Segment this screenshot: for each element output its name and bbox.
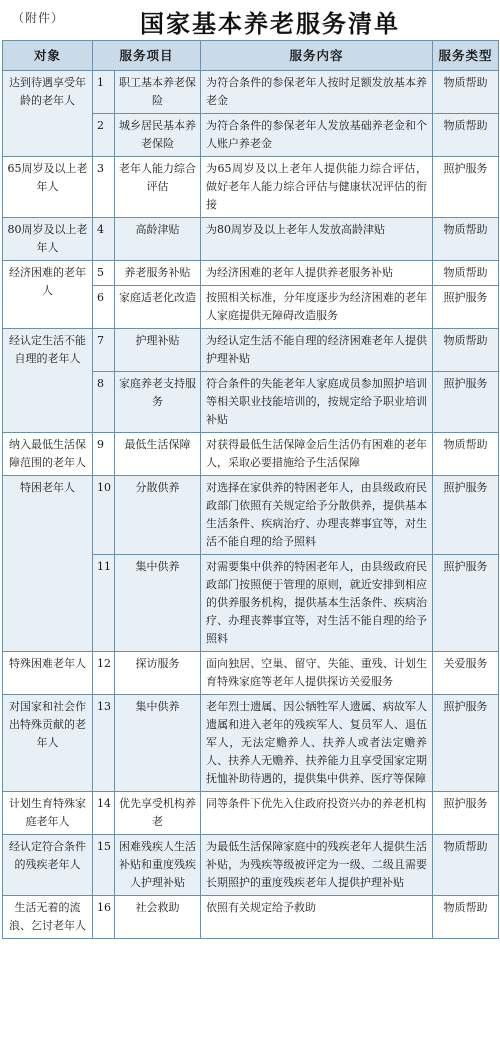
header-target: 对象 (3, 41, 93, 71)
item-cell: 分散供养 (115, 476, 201, 555)
number-cell: 15 (93, 835, 115, 896)
number-cell: 3 (93, 157, 115, 218)
number-cell: 14 (93, 792, 115, 835)
header-type: 服务类型 (433, 41, 499, 71)
content-cell: 为符合条件的参保老年人发放基础养老金和个人账户养老金 (201, 114, 433, 157)
service-list-table (2, 40, 499, 939)
table-row (3, 71, 499, 114)
item-cell: 养老服务补贴 (115, 261, 201, 286)
item-cell: 家庭适老化改造 (115, 286, 201, 329)
document-title: 国家基本养老服务清单 (140, 9, 400, 38)
target-cell: 特殊困难老年人 (3, 652, 93, 695)
target-cell: 纳入最低生活保障范围的老年人 (3, 433, 93, 476)
table-row (3, 329, 499, 372)
target-cell: 对国家和社会作出特殊贡献的老年人 (3, 695, 93, 792)
item-cell: 护理补贴 (115, 329, 201, 372)
item-cell: 最低生活保障 (115, 433, 201, 476)
type-cell: 物质帮助 (433, 218, 499, 261)
content-cell: 为最低生活保障家庭中的残疾老年人提供生活补贴，为残疾等级被评定为一级、二级且需要长期照护的重度残疾老年人提供护理补贴 (201, 835, 433, 896)
table-row (3, 652, 499, 695)
item-cell: 老年人能力综合评估 (115, 157, 201, 218)
item-cell: 优先享受机构养老 (115, 792, 201, 835)
type-cell: 照护服务 (433, 372, 499, 433)
content-cell: 对选择在家供养的特困老年人，由县级政府民政部门依照有关规定给予分散供养，提供基本生活条件、疾病治疗、办理丧葬事宜等，对生活不能自理的给予照料 (201, 476, 433, 555)
content-cell: 老年烈士遗属、因公牺牲军人遗属、病故军人遗属和进入老年的残疾军人、复员军人、退伍军人，无法定赡养人、扶养人或者法定赡养人、扶养人无赡养、扶养能力且享受国家定期抚恤补助待遇的，提供集中供养、医疗等保障 (201, 695, 433, 792)
number-cell: 8 (93, 372, 115, 433)
target-cell: 计划生育特殊家庭老年人 (3, 792, 93, 835)
content-cell: 为65周岁及以上老年人提供能力综合评估，做好老年人能力综合评估与健康状况评估的衔接 (201, 157, 433, 218)
content-cell: 符合条件的失能老年人家庭成员参加照护培训等相关职业技能培训的，按规定给予职业培训补贴 (201, 372, 433, 433)
content-cell: 为经济困难的老年人提供养老服务补贴 (201, 261, 433, 286)
type-cell: 物质帮助 (433, 433, 499, 476)
type-cell: 关爱服务 (433, 652, 499, 695)
target-cell: 达到待遇享受年龄的老年人 (3, 71, 93, 157)
table-body (3, 71, 499, 939)
content-cell: 面向独居、空巢、留守、失能、重残、计划生育特殊家庭等老年人提供探访关爱服务 (201, 652, 433, 695)
type-cell: 照护服务 (433, 286, 499, 329)
number-cell: 2 (93, 114, 115, 157)
table-row (3, 218, 499, 261)
table-row (3, 433, 499, 476)
type-cell: 物质帮助 (433, 114, 499, 157)
item-cell: 社会救助 (115, 896, 201, 939)
table-row (3, 261, 499, 286)
content-cell: 为经认定生活不能自理的经济困难老年人提供护理补贴 (201, 329, 433, 372)
document-header (0, 0, 500, 40)
content-cell: 为80周岁及以上老年人发放高龄津贴 (201, 218, 433, 261)
target-cell: 65周岁及以上老年人 (3, 157, 93, 218)
table-row (3, 476, 499, 555)
item-cell: 困难残疾人生活补贴和重度残疾人护理补贴 (115, 835, 201, 896)
type-cell: 照护服务 (433, 157, 499, 218)
number-cell: 16 (93, 896, 115, 939)
item-cell: 城乡居民基本养老保险 (115, 114, 201, 157)
number-cell: 5 (93, 261, 115, 286)
content-cell: 为符合条件的参保老年人按时足额发放基本养老金 (201, 71, 433, 114)
table-row (3, 792, 499, 835)
content-cell: 同等条件下优先入住政府投资兴办的养老机构 (201, 792, 433, 835)
type-cell: 物质帮助 (433, 261, 499, 286)
item-cell: 集中供养 (115, 695, 201, 792)
type-cell: 物质帮助 (433, 896, 499, 939)
type-cell: 照护服务 (433, 695, 499, 792)
table-header-row (3, 41, 499, 71)
item-cell: 高龄津贴 (115, 218, 201, 261)
type-cell: 物质帮助 (433, 835, 499, 896)
type-cell: 物质帮助 (433, 71, 499, 114)
content-cell: 按照相关标准，分年度逐步为经济困难的老年人家庭提供无障碍改造服务 (201, 286, 433, 329)
annex-label: （附件） (12, 11, 65, 25)
header-item: 服务项目 (93, 41, 201, 71)
number-cell: 6 (93, 286, 115, 329)
number-cell: 9 (93, 433, 115, 476)
item-cell: 家庭养老支持服务 (115, 372, 201, 433)
number-cell: 7 (93, 329, 115, 372)
number-cell: 1 (93, 71, 115, 114)
target-cell: 经认定生活不能自理的老年人 (3, 329, 93, 433)
item-cell: 探访服务 (115, 652, 201, 695)
table-row (3, 157, 499, 218)
content-cell: 依照有关规定给予救助 (201, 896, 433, 939)
content-cell: 对获得最低生活保障金后生活仍有困难的老年人，采取必要措施给予生活保障 (201, 433, 433, 476)
type-cell: 照护服务 (433, 792, 499, 835)
number-cell: 13 (93, 695, 115, 792)
number-cell: 11 (93, 555, 115, 652)
target-cell: 特困老年人 (3, 476, 93, 652)
number-cell: 4 (93, 218, 115, 261)
item-cell: 集中供养 (115, 555, 201, 652)
table-row (3, 835, 499, 896)
content-cell: 对需要集中供养的特困老年人，由县级政府民政部门按照便于管理的原则，就近安排到相应的供养服务机构，提供基本生活条件、疾病治疗、办理丧葬事宜等，对生活不能自理的给予照料 (201, 555, 433, 652)
type-cell: 照护服务 (433, 555, 499, 652)
target-cell: 80周岁及以上老年人 (3, 218, 93, 261)
number-cell: 10 (93, 476, 115, 555)
type-cell: 照护服务 (433, 476, 499, 555)
item-cell: 职工基本养老保险 (115, 71, 201, 114)
table-row (3, 695, 499, 792)
target-cell: 经济困难的老年人 (3, 261, 93, 329)
table-row (3, 896, 499, 939)
type-cell: 物质帮助 (433, 329, 499, 372)
header-content: 服务内容 (201, 41, 433, 71)
number-cell: 12 (93, 652, 115, 695)
target-cell: 生活无着的流浪、乞讨老年人 (3, 896, 93, 939)
target-cell: 经认定符合条件的残疾老年人 (3, 835, 93, 896)
